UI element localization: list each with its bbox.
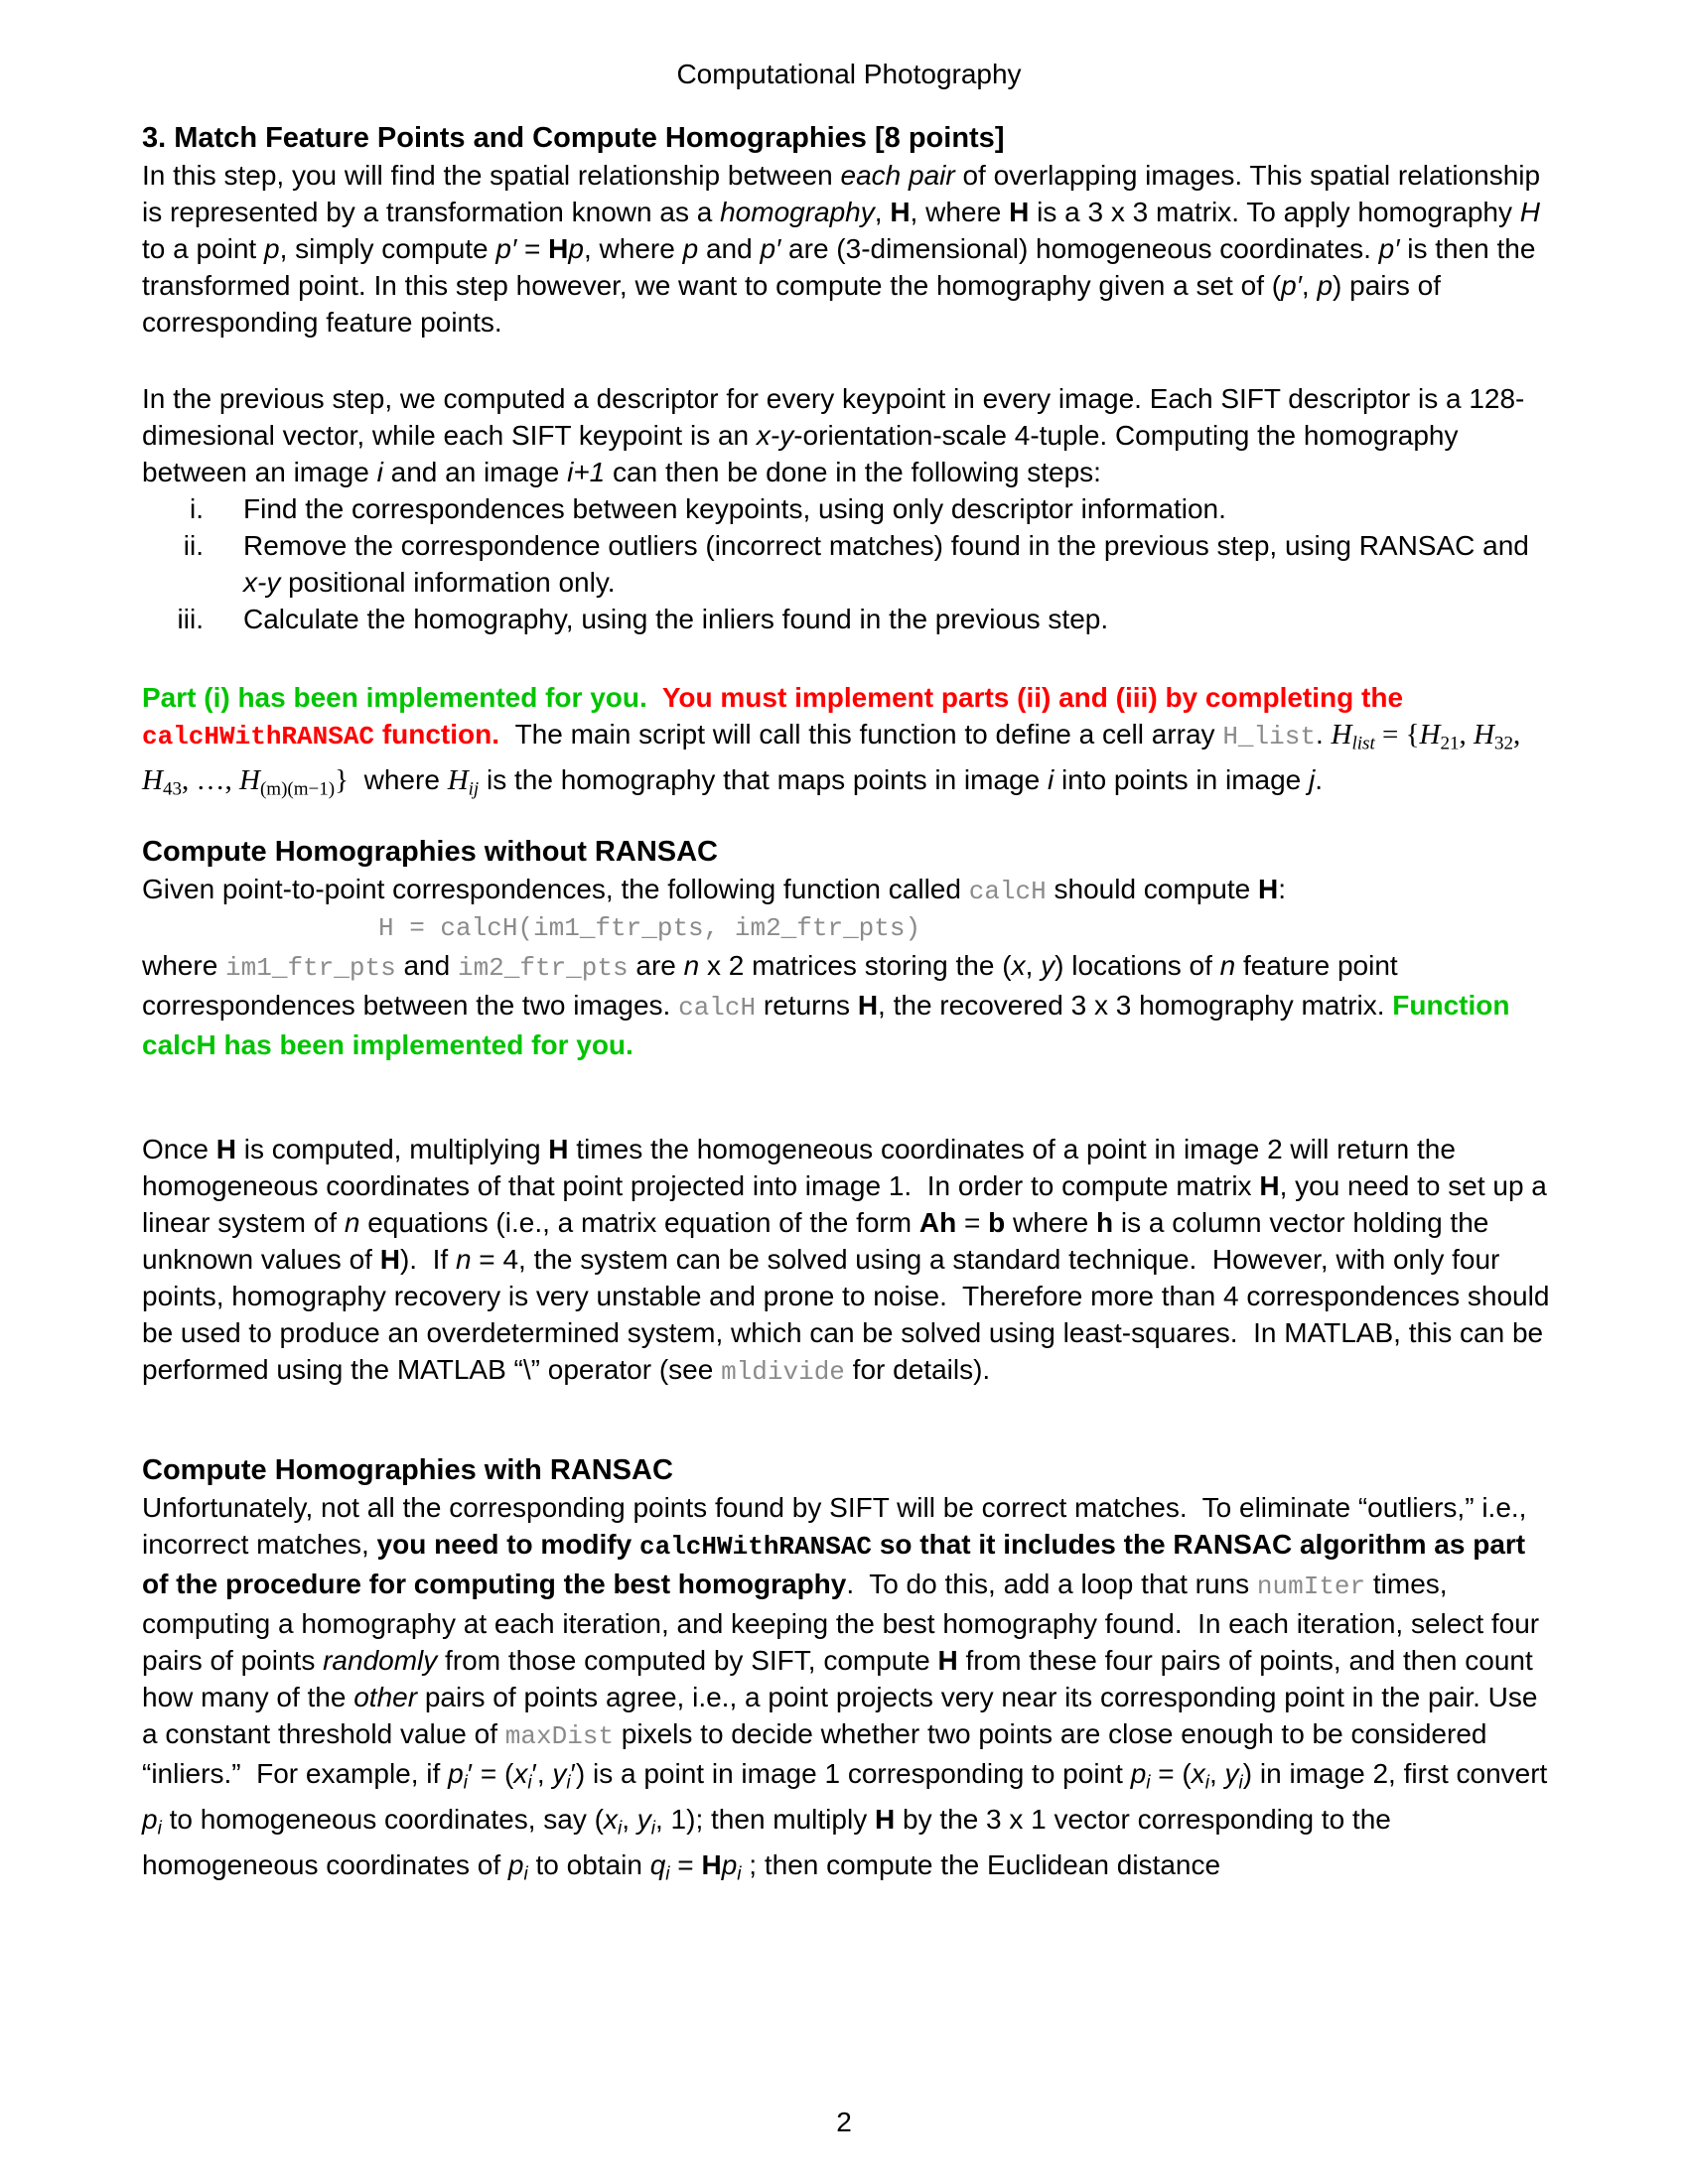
text-run: is a column vector holding the unknown values of (142, 1206, 1497, 1275)
text-run: h (1096, 1206, 1114, 1238)
text-run: n (455, 1243, 472, 1275)
text-run: where (349, 764, 448, 796)
text-run: to homogeneous coordinates, say ( (161, 1803, 604, 1835)
text-run: is the homography that maps points in image (479, 764, 1048, 796)
text-run: p (448, 1757, 464, 1789)
spacer (142, 341, 1556, 380)
text-run: 21 (1440, 733, 1460, 754)
text-run: , the recovered 3 x 3 homography matrix. (878, 989, 1393, 1021)
text-run: , (874, 197, 891, 227)
text-run: , (1513, 719, 1528, 751)
text-run: you need to modify (376, 1528, 639, 1560)
text-run: i+1 (567, 457, 606, 487)
linear-system-paragraph (142, 1131, 1556, 1391)
text-run: n (1219, 949, 1236, 981)
list-item-text (243, 527, 1556, 601)
text-run: so that it includes the RANSAC algorithm as part of the procedure for computing the best homography (142, 1528, 1533, 1599)
text-run: is then the transformed point. In this step however, we want to compute the homography given a set of ( (142, 233, 1544, 301)
text-run: y (1041, 949, 1055, 981)
text-run: ; then compute the Euclidean distance (741, 1849, 1221, 1881)
text-run: , (1208, 1757, 1225, 1789)
text-run: H (1257, 873, 1279, 904)
text-run: x 2 matrices storing the ( (699, 949, 1012, 981)
calch-detail-paragraph (142, 947, 1556, 1063)
text-run: H (142, 764, 163, 797)
text-run: H (857, 989, 879, 1021)
text-run: is a 3 x 3 matrix. To apply homography (1029, 197, 1520, 227)
text-run: ′, (531, 1757, 553, 1789)
text-run: n (683, 949, 700, 981)
text-run: p (1317, 270, 1334, 301)
text-run: Given point-to-point correspondences, the following function called (142, 873, 969, 904)
text-run: should compute (1046, 873, 1258, 904)
text-run: H (890, 197, 911, 227)
text-run: H (1009, 197, 1030, 227)
subsection-heading-without-ransac (142, 834, 1556, 871)
text-run: Compute Homographies without RANSAC (142, 835, 718, 868)
text-run: numIter (1256, 1570, 1366, 1601)
text-run: Part (i) has been implemented for you. (142, 682, 662, 713)
text-run: . (1315, 764, 1324, 796)
text-run: x (513, 1757, 528, 1789)
text-run: maxDist (504, 1720, 615, 1751)
text-run: of overlapping images. This spatial relationship is represented by a transformation known as a (142, 160, 1548, 227)
subsection-heading-with-ransac (142, 1452, 1556, 1489)
text-run: where (142, 949, 226, 981)
text-run: x (603, 1803, 618, 1835)
text-run: p (1130, 1757, 1147, 1789)
text-run: , (1301, 270, 1318, 301)
text-run: p (142, 1803, 158, 1835)
text-run: calcH (678, 992, 757, 1023)
text-run: i (376, 457, 383, 487)
text-run: , (1459, 719, 1475, 751)
text-run: , (622, 1803, 637, 1835)
text-run: ′ = ( (467, 1757, 514, 1789)
text-run: can then be done in the following steps: (605, 457, 1101, 487)
text-run: = ( (1150, 1757, 1192, 1789)
text-run: } (335, 764, 350, 797)
text-run: , …, (181, 764, 239, 797)
text-run: n (344, 1206, 360, 1238)
text-run: i (650, 1818, 655, 1840)
text-run: i (523, 1863, 528, 1885)
text-run: = { (1374, 719, 1420, 751)
text-run: : (1278, 873, 1286, 904)
text-run: . (1315, 719, 1332, 750)
text-run: ). If (399, 1243, 456, 1275)
text-run: Find the correspondences between keypoints, using only descriptor information. (243, 493, 1226, 524)
text-run: to obtain (527, 1849, 650, 1881)
text-run: calcH (968, 876, 1047, 906)
text-run: H (447, 764, 469, 797)
text-run: ′) is a point in image 1 corresponding to point (570, 1757, 1131, 1789)
text-run: i (1146, 1771, 1151, 1793)
text-run: , where (583, 233, 683, 264)
text-run: each pair (840, 160, 955, 191)
text-run: i (665, 1863, 670, 1885)
text-run: p (507, 1849, 524, 1881)
text-run: im2_ftr_pts (457, 952, 629, 983)
text-run: i (566, 1771, 571, 1793)
text-run: p (682, 233, 699, 264)
text-run: homography (720, 197, 875, 227)
text-run: i (617, 1818, 623, 1840)
text-run: mldivide (721, 1356, 845, 1387)
text-run: i (527, 1771, 532, 1793)
text-run: j (1309, 764, 1316, 796)
text-run: -orientation-scale 4-tuple. Computing the homography between an image (142, 420, 1467, 487)
text-run: p′ (495, 233, 517, 264)
text-run: im1_ftr_pts (225, 952, 396, 983)
text-run: ) locations of (1055, 949, 1220, 981)
text-run: p′ (1378, 233, 1400, 264)
text-run: times the homogeneous coordinates of a point in image 2 will return the homogeneous coordinates of that point projected into image 1. In order to compute matrix (142, 1133, 1464, 1201)
section-heading (142, 120, 1556, 157)
text-run: feature point correspondences between the two images. (142, 949, 1406, 1021)
calch-signature-codeline (142, 910, 1556, 947)
list-item-ii (142, 527, 1556, 601)
text-run: H (1259, 1169, 1280, 1201)
text-run: p (721, 1849, 738, 1881)
text-run: 43 (162, 778, 182, 800)
text-run: , (1025, 949, 1042, 981)
text-run: y (552, 1757, 567, 1789)
text-run: where (1005, 1206, 1097, 1238)
text-run: from these four pairs of points, and then count how many of the (142, 1644, 1541, 1712)
sift-paragraph (142, 380, 1556, 490)
list-marker: i. (190, 493, 204, 524)
text-run: are (628, 949, 684, 981)
text-run: Once (142, 1133, 216, 1164)
text-run: H (548, 1133, 569, 1164)
text-run: Unfortunately, not all the corresponding points found by SIFT will be correct matches. To eliminate “outliers,” i.e., incorrect matches, (142, 1491, 1535, 1560)
text-run: , where (910, 197, 1010, 227)
text-run: other (353, 1681, 418, 1712)
text-run: Ah (918, 1206, 957, 1238)
list-item-text (243, 490, 1556, 527)
spacer (142, 808, 1556, 834)
text-run: H (1419, 719, 1441, 751)
text-run: H_list (1222, 722, 1316, 751)
text-run: = (516, 233, 549, 264)
text-run: H (937, 1644, 958, 1676)
text-run: pairs of points agree, i.e., a point projects very near its corresponding point in the pair. Use a constant threshold value of (142, 1681, 1546, 1749)
text-run: ) pairs of corresponding feature points. (142, 270, 1449, 338)
text-run: p′ (1281, 270, 1302, 301)
text-run: x-y (756, 420, 794, 451)
text-run: and an image (382, 457, 568, 487)
text-run: Calculate the homography, using the inliers found in the previous step. (243, 604, 1109, 634)
text-run: is computed, multiplying (235, 1133, 549, 1164)
text-run: i (1047, 764, 1055, 796)
intro-paragraph (142, 157, 1556, 341)
text-run: x (1011, 949, 1026, 981)
text-run: , you need to set up a linear system of (142, 1169, 1555, 1238)
text-run: i (157, 1818, 162, 1840)
text-run: Function calcH has been implemented for you. (142, 989, 1518, 1060)
text-run: and (698, 233, 761, 264)
text-run: Compute Homographies with RANSAC (142, 1453, 673, 1486)
spacer (142, 637, 1556, 679)
text-run: p (263, 233, 280, 264)
text-run: q (649, 1849, 666, 1881)
list-item-iii (142, 601, 1556, 637)
text-run: returns (756, 989, 858, 1021)
text-run: function. (374, 719, 515, 750)
list-item-i (142, 490, 1556, 527)
text-run: The main script will call this function to define a cell array (514, 719, 1223, 750)
text-run: ij (468, 778, 480, 800)
text-run: You must implement parts (ii) and (iii) by completing the (661, 682, 1411, 713)
text-run: i (1238, 1771, 1243, 1793)
page-header-title: Computational Photography (676, 59, 1022, 89)
text-run: positional information only. (280, 567, 616, 598)
text-run: (m)(m−1) (259, 778, 336, 800)
text-run: ) in image 2, first convert (1242, 1757, 1556, 1789)
text-run: i (737, 1863, 742, 1885)
document-content (142, 56, 1556, 1893)
text-run: 3. Match Feature Points and Compute Homographies [8 points] (142, 122, 1005, 154)
text-run: from those computed by SIFT, compute (437, 1644, 938, 1676)
text-run: In the previous step, we computed a descriptor for every keypoint in every image. Each SIFT descriptor is a 128-dimesional vector, while each SIFT keypoint is an (142, 383, 1525, 451)
text-run: y (636, 1803, 651, 1835)
text-run: = (956, 1206, 989, 1238)
text-run: H (1519, 197, 1541, 227)
text-run: to a point (142, 197, 1548, 264)
text-run: p′ (760, 233, 781, 264)
text-run: y (1224, 1757, 1239, 1789)
text-run: pixels to decide whether two points are close enough to be considered “inliers.” For example, if (142, 1717, 1495, 1789)
text-run: 32 (1493, 733, 1513, 754)
text-run: = (669, 1849, 702, 1881)
page-number: 2 (836, 2107, 852, 2137)
text-run: H (701, 1849, 722, 1881)
text-run: for details). (844, 1353, 991, 1385)
list-item-text (243, 601, 1556, 637)
text-run: randomly (323, 1644, 438, 1676)
text-run: In this step, you will find the spatial relationship between (142, 160, 841, 191)
text-run: H (238, 764, 260, 797)
text-run: calcHWithRANSAC (639, 1531, 873, 1562)
text-run: p (568, 233, 584, 264)
text-run: H (548, 233, 569, 264)
text-run: H (215, 1133, 236, 1164)
text-run: , 1); then multiply (655, 1803, 875, 1835)
text-run: Remove the correspondence outliers (incorrect matches) found in the previous step, using RANSAC and (243, 530, 1537, 561)
text-run: equations (i.e., a matrix equation of the form (359, 1206, 919, 1238)
text-run: and (395, 949, 458, 981)
text-run: list (1351, 733, 1375, 754)
text-run: . To do this, add a loop that runs (846, 1568, 1257, 1599)
text-run: by the 3 x 1 vector corresponding to the homogeneous coordinates of (142, 1803, 1399, 1881)
text-run: i (463, 1771, 468, 1793)
ransac-paragraph (142, 1489, 1556, 1893)
text-run: b (988, 1206, 1006, 1238)
text-run: = 4, the system can be solved using a standard technique. However, with only four points, homography recovery is very unstable and prone to noise. Therefore more than 4 correspondences should be used to produce an overdetermined system, which can be solved using least-squares. In MATLAB, this can be performed using the MATLAB “\” operator (see (142, 1243, 1558, 1385)
text-run: H (379, 1243, 400, 1275)
text-run: H (1331, 719, 1352, 751)
text-run: i (1204, 1771, 1209, 1793)
text-run: x-y (243, 567, 281, 598)
text-run: calcHWithRANSAC (142, 722, 375, 751)
list-marker: iii. (177, 604, 204, 634)
spacer (142, 1391, 1556, 1452)
text-run: times, computing a homography at each iteration, and keeping the best homography found. In each iteration, select four pairs of points (142, 1568, 1547, 1676)
text-run: H (1474, 719, 1494, 751)
text-run: into points in image (1054, 764, 1310, 796)
text-run: are (3-dimensional) homogeneous coordinates. (780, 233, 1379, 264)
text-run: , simply compute (279, 233, 496, 264)
spacer (142, 1063, 1556, 1131)
text-run: H (874, 1803, 896, 1835)
text-run: x (1191, 1757, 1205, 1789)
implementation-note-paragraph (142, 679, 1556, 808)
calch-paragraph (142, 871, 1556, 910)
list-marker: ii. (183, 530, 204, 561)
document-body (142, 120, 1556, 1893)
text-run: H = calcH(im1_ftr_pts, im2_ftr_pts) (378, 912, 921, 943)
